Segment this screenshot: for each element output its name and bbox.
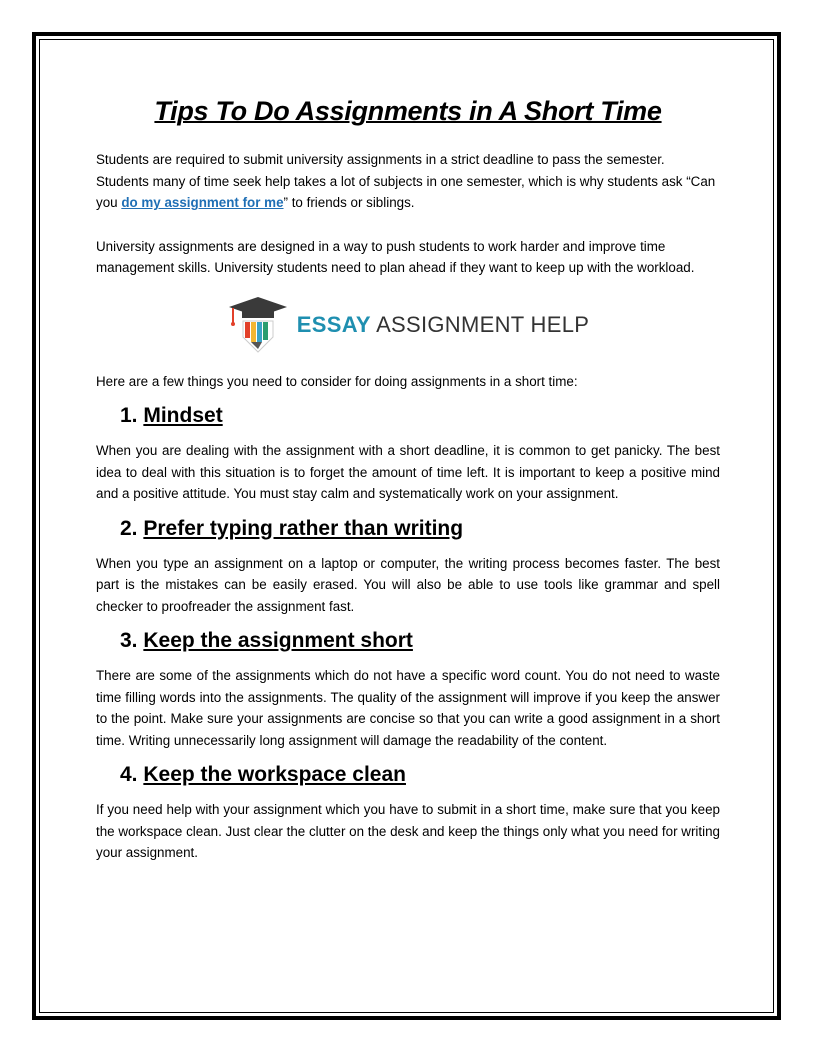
- page-title: Tips To Do Assignments in A Short Time: [154, 96, 662, 126]
- logo-word-assignment-help: ASSIGNMENT HELP: [376, 311, 590, 337]
- section-title: Keep the assignment short: [143, 629, 413, 652]
- section-number: 3.: [120, 629, 138, 652]
- second-paragraph: University assignments are designed in a way to push students to work harder and improve time management skills. University students need to plan ahead if they want to keep up with the workload.: [96, 238, 695, 275]
- list-intro: Here are a few things you need to consider for doing assignments in a short time:: [96, 373, 578, 389]
- intro-text-before-link: Students are required to submit university assignments in a strict deadline to pass the semester. Students many of time seek help takes a lot of subjects in one semester, which is why students ask “Can you: [96, 152, 716, 210]
- section-number: 1.: [120, 404, 138, 427]
- section-heading-3: [96, 627, 720, 655]
- logo-word-essay: ESSAY: [296, 311, 371, 337]
- logo-wordmark: [297, 312, 589, 338]
- section-title: Prefer typing rather than writing: [143, 516, 464, 540]
- do-my-assignment-link[interactable]: do my assignment for me: [121, 195, 284, 210]
- section-heading-1: [96, 402, 720, 430]
- section-number: 4.: [120, 763, 138, 786]
- section-text-2: When you type an assignment on a laptop or computer, the writing process becomes faster. The best part is the mistakes can be easily erased. You will also be able to use tools like grammar and spell checker to proofreader the assignment fast.: [96, 555, 720, 614]
- section-title: Keep the workspace clean: [143, 763, 406, 786]
- section-text-3: There are some of the assignments which do not have a specific word count. You do not need to waste time filling words into the assignments. The quality of the assignment will improve if you keep the answer to the point. Make sure your assignments are concise so that you can write a good assignment in a short time. Writing unnecessarily long assignment will damage the readability of the content.: [96, 668, 720, 748]
- section-heading-4: [96, 761, 720, 789]
- section-number: 2.: [120, 516, 138, 540]
- section-heading-2: [96, 515, 720, 543]
- section-text-1: When you are dealing with the assignment with a short deadline, it is common to get panicky. The best idea to deal with this situation is to forget the amount of time left. It is important to keep a positive mind and a positive attitude. You must stay calm and systematically work on your assignment.: [96, 443, 720, 501]
- graduation-pencil-icon: [227, 295, 289, 355]
- document-body: [96, 96, 720, 874]
- intro-paragraph: [96, 149, 720, 214]
- intro-text-after-link: ” to friends or siblings.: [283, 195, 415, 210]
- essay-assignment-help-logo: [96, 293, 720, 357]
- section-text-4: If you need help with your assignment which you have to submit in a short time, make sure that you keep the workspace clean. Just clear the clutter on the desk and keep the things only what you need for writing your assignment.: [96, 802, 720, 860]
- section-title: Mindset: [143, 404, 223, 427]
